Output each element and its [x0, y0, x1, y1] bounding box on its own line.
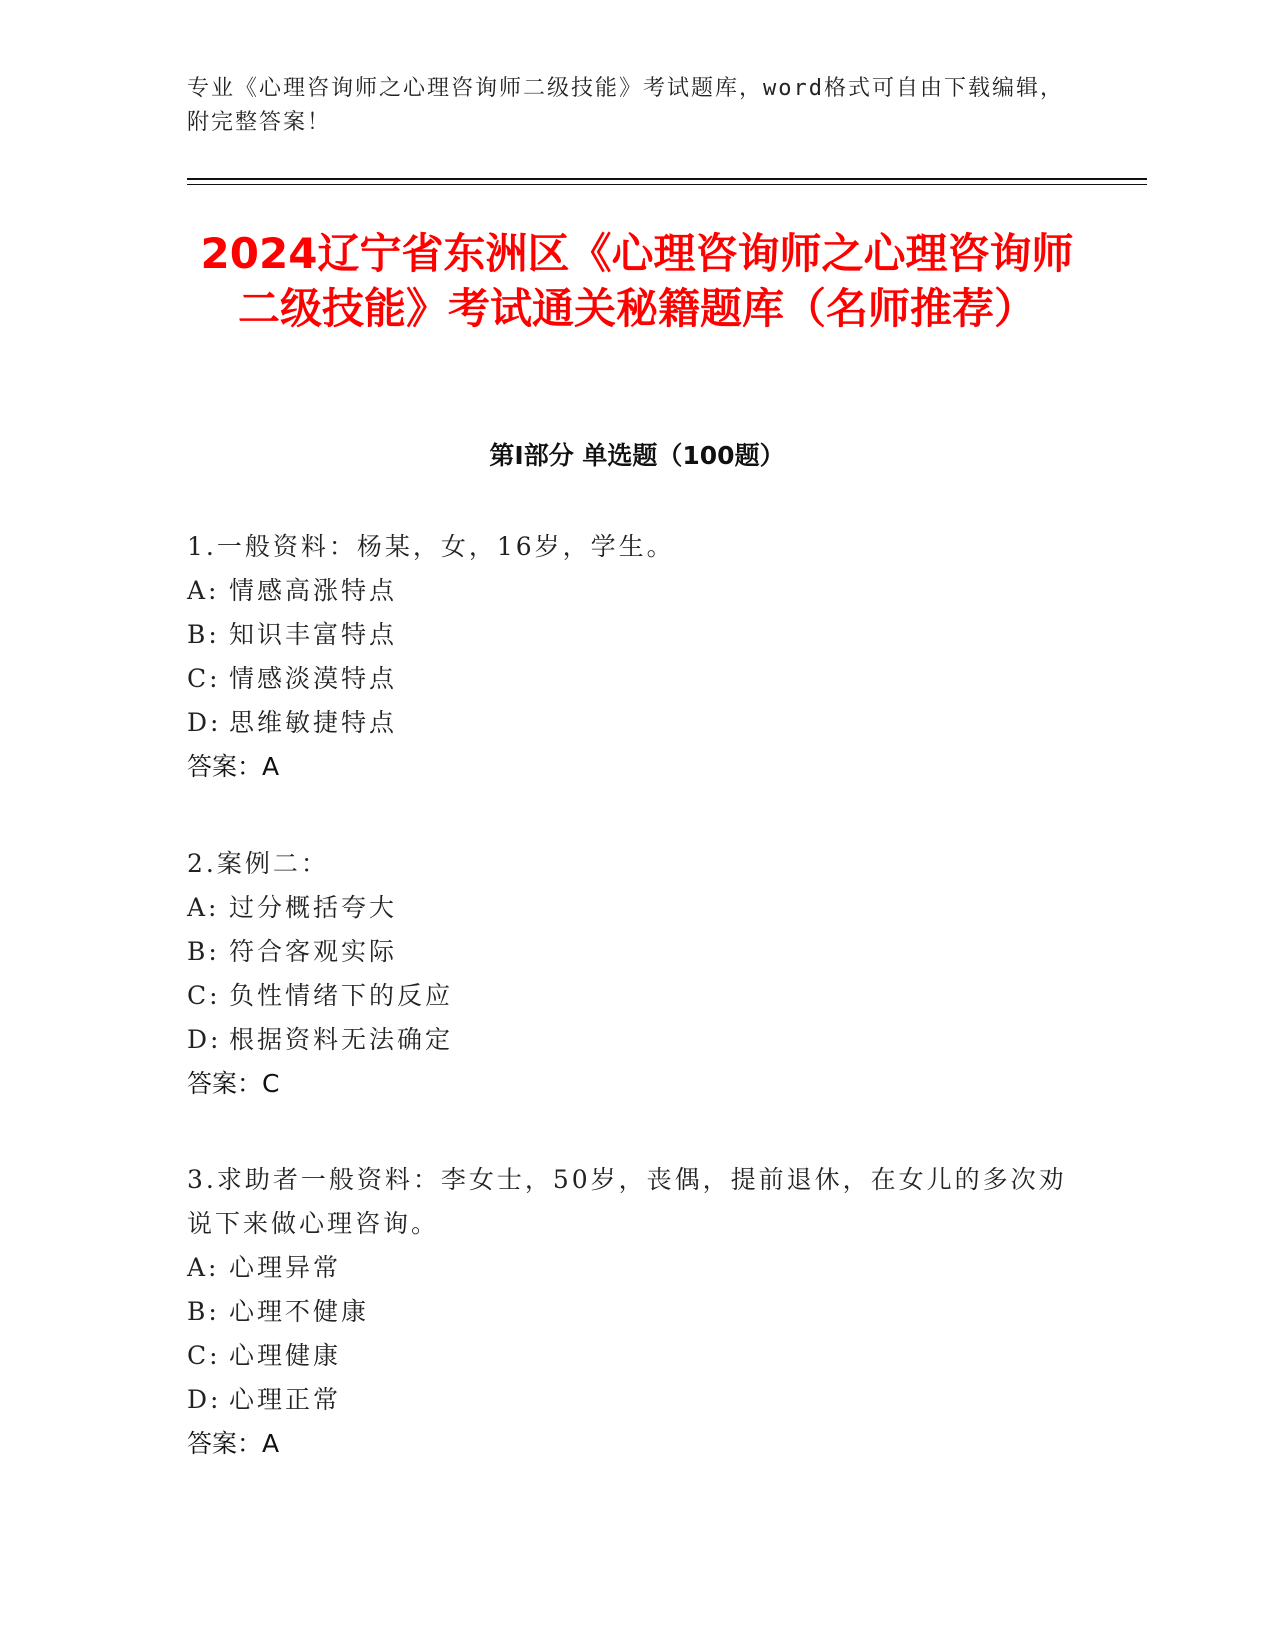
header-rule-thick	[187, 178, 1147, 180]
option-d	[187, 701, 1067, 745]
option-letter: A:	[187, 1253, 220, 1282]
option-text: 心理健康	[229, 1341, 342, 1370]
question-block	[187, 1158, 1067, 1466]
option-c	[187, 974, 1067, 1018]
question-block	[187, 842, 1067, 1106]
option-text: 符合客观实际	[229, 937, 398, 966]
option-a	[187, 886, 1067, 930]
option-text: 过分概括夸大	[229, 893, 398, 922]
option-letter: C:	[187, 1341, 221, 1370]
option-text: 知识丰富特点	[229, 620, 398, 649]
option-letter: D:	[187, 708, 222, 737]
option-b	[187, 613, 1067, 657]
option-text: 思维敏捷特点	[229, 708, 398, 737]
question-stem: 3.求助者一般资料：李女士，50岁，丧偶，提前退休，在女儿的多次劝说下来做心理咨询。	[187, 1165, 1067, 1238]
option-text: 根据资料无法确定	[229, 1025, 454, 1054]
option-b	[187, 1290, 1067, 1334]
question-stem: 2.案例二：	[187, 849, 329, 878]
question-stem: 1.一般资料：杨某，女，16岁，学生。	[187, 532, 675, 561]
section-heading: 第I部分 单选题（100题）	[489, 441, 785, 470]
option-d	[187, 1378, 1067, 1422]
option-letter: C:	[187, 664, 221, 693]
option-d	[187, 1018, 1067, 1062]
header-rule-thin	[187, 184, 1147, 185]
option-text: 情感淡漠特点	[229, 664, 398, 693]
option-b	[187, 930, 1067, 974]
answer-line: 答案：A	[187, 1429, 280, 1458]
option-letter: D:	[187, 1385, 222, 1414]
option-c	[187, 1334, 1067, 1378]
option-text: 心理异常	[229, 1253, 342, 1282]
option-a	[187, 569, 1067, 613]
question-block	[187, 525, 1067, 789]
option-text: 心理不健康	[229, 1297, 370, 1326]
answer-line: 答案：A	[187, 752, 280, 781]
option-letter: A:	[187, 576, 220, 605]
header-note: 专业《心理咨询师之心理咨询师二级技能》考试题库，word格式可自由下载编辑，附完整答案！	[187, 76, 1064, 135]
option-c	[187, 657, 1067, 701]
option-letter: B:	[187, 620, 220, 649]
option-letter: D:	[187, 1025, 222, 1054]
option-letter: A:	[187, 893, 220, 922]
option-letter: B:	[187, 937, 220, 966]
option-text: 心理正常	[229, 1385, 342, 1414]
option-text: 负性情绪下的反应	[229, 981, 454, 1010]
option-letter: C:	[187, 981, 221, 1010]
document-title: 2024辽宁省东洲区《心理咨询师之心理咨询师二级技能》考试通关秘籍题库（名师推荐）	[200, 229, 1074, 333]
answer-line: 答案：C	[187, 1069, 280, 1098]
option-letter: B:	[187, 1297, 220, 1326]
option-a	[187, 1246, 1067, 1290]
option-text: 情感高涨特点	[229, 576, 398, 605]
